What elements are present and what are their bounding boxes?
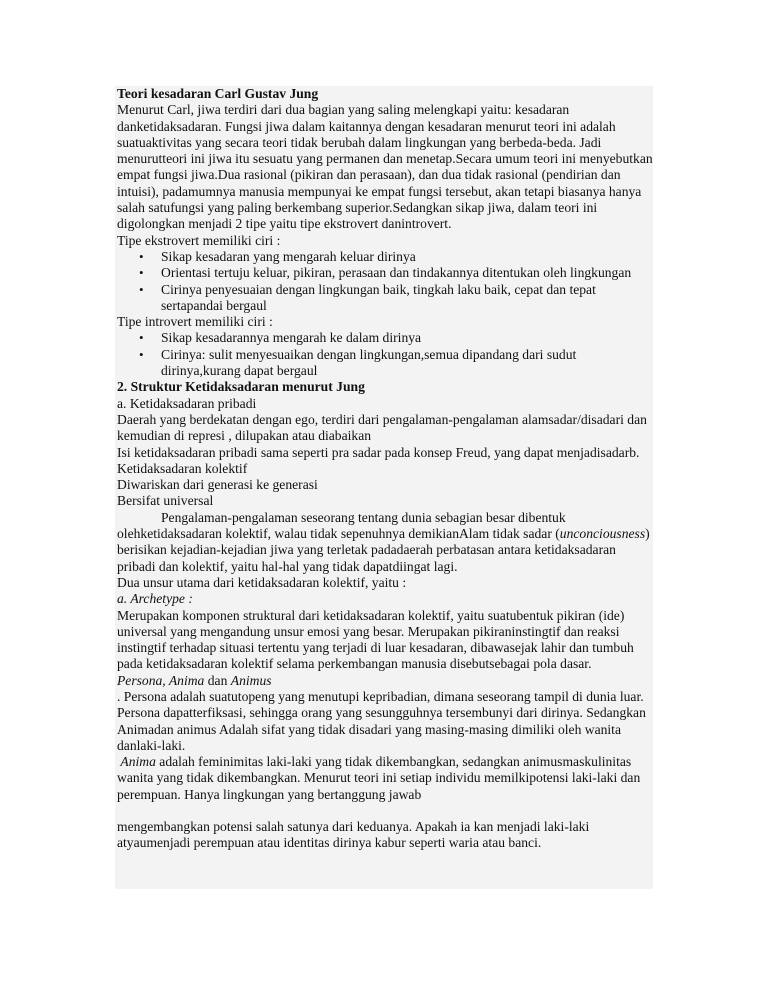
paragraph: Diwariskan dari generasi ke generasi — [117, 477, 318, 493]
ekstrovert-list — [117, 249, 653, 314]
paragraph-anima — [117, 754, 653, 803]
paragraph: Isi ketidaksadaran pribadi sama seperti pra sadar pada konsep Freud, yang dapat menjadisadarb. Ketidaksadaran kolektif — [117, 444, 640, 476]
italic-term: a. Archetype : — [117, 591, 193, 607]
spacer — [117, 803, 653, 819]
list-item: • Cirinya: sulit menyesuaikan dengan lingkungan,semua dipandang dari sudut dirinya,kurang dapat bergaul — [161, 347, 653, 380]
paragraph: Merupakan komponen struktural dari ketidaksadaran kolektif, yaitu suatubentuk pikiran (ide) universal yang mengandung unsur emosi yang besar. Merupakan pikiraninstingtif dan reaksi instingtif terhadap situasi tertentu yang terjadi di luar kesadaran, dibawasejak lahir dan tumbuh pada ketidaksadaran kolektif selama perkembangan manusia disebutsebagai pola dasar. — [117, 607, 634, 672]
document-title: Teori kesadaran Carl Gustav Jung — [117, 86, 319, 101]
persona-heading — [117, 673, 653, 689]
introvert-list — [117, 330, 653, 379]
text-run: ) berisikan kejadian-kejadian jiwa yang terletak padadaerah perbatasan antara ketidaksadaran pribadi dan kolektif, yaitu hal-hal yang tidak dapatdiingat lagi. — [117, 526, 650, 574]
list-item: • Sikap kesadarannya mengarah ke dalam dirinya — [161, 330, 653, 346]
paragraph-intro: Menurut Carl, jiwa terdiri dari dua bagian yang saling melengkapi yaitu: kesadaran danketidaksadaran. Fungsi jiwa dalam kaitannya dengan kesadaran menurut teori ini adalah suatuaktivitas yang secara teori tidak berubah dalam lingkungan yang berbeda-beda. Jadi menurutteori ini jiwa itu sesuatu yang permanen dan menetap.Secara umum teori ini menyebutkan empat fungsi jiwa.Dua rasional (pikiran dan perasaan), dan dua tidak rasional (pendirian dan intuisi), padamumnya manusia mempunyai ke empat fungsi tersebut, akan tetapi biasanya hanya salah satufungsi yang paling berkembang superior.Sedangkan sikap jiwa, dalam teori ini digolongkan menjadi 2 tipe yaitu tipe ekstrovert danintrovert. — [117, 102, 653, 232]
list-item: • Orientasi tertuju keluar, pikiran, perasaan dan tindakannya ditentukan oleh lingkungan — [161, 265, 653, 281]
paragraph: mengembangkan potensi salah satunya dari keduanya. Apakah ia kan menjadi laki-laki atyaumenjadi perempuan atau identitas dirinya kabur seperti waria atau banci. — [117, 819, 590, 851]
italic-term: Persona, Anima — [117, 672, 205, 688]
italic-term: Anima — [120, 754, 156, 770]
document-body — [117, 86, 653, 852]
text-run: adalah feminimitas laki-laki yang tidak dikembangkan, sedangkan animusmaskulinitas wanita yang tidak dikembangkan. Menurut teori ini setiap individu memilkipotensi laki-laki dan perempuan. Hanya lingkungan yang bertanggung jawab — [117, 754, 641, 802]
introvert-label: Tipe introvert memiliki ciri : — [117, 314, 273, 330]
paragraph-collective — [117, 510, 653, 575]
paragraph: . Persona adalah suatutopeng yang menutupi kepribadian, dimana seseorang tampil di dunia luar. Persona dapatterfiksasi, sehingga orang yang sesungguhnya tersembunyi dari dirinya. Sedangkan Animadan animus Adalah sifat yang tidak disadari yang masing-masing dimiliki oleh wanita danlaki-laki. — [117, 688, 646, 753]
paragraph: Bersifat universal — [117, 493, 214, 509]
text-run: Pengalaman-pengalaman seseorang tentang dunia sebagian besar dibentuk olehketidaksadaran kolektif, walau tidak sepenuhnya demikianAlam tidak sadar ( — [117, 509, 566, 542]
subheading-personal-unconscious: a. Ketidaksadaran pribadi — [117, 395, 257, 411]
list-item: • Cirinya penyesuaian dengan lingkungan baik, tingkah laku baik, cepat dan tepat sertapandai bergaul — [161, 282, 653, 315]
section-heading: 2. Struktur Ketidaksadaran menurut Jung — [117, 379, 365, 395]
italic-term: unconciousness — [559, 526, 646, 542]
archetype-label — [117, 591, 653, 607]
list-item: • Sikap kesadaran yang mengarah keluar dirinya — [161, 249, 653, 265]
text-run: dan — [204, 672, 231, 688]
paragraph: Dua unsur utama dari ketidaksadaran kolektif, yaitu : — [117, 574, 407, 590]
paragraph: Daerah yang berdekatan dengan ego, terdiri dari pengalaman-pengalaman alamsadar/disadari dan kemudian di represi , dilupakan atau diabaikan — [117, 411, 647, 444]
italic-term: Animus — [230, 672, 272, 688]
ekstrovert-label: Tipe ekstrovert memiliki ciri : — [117, 232, 281, 248]
